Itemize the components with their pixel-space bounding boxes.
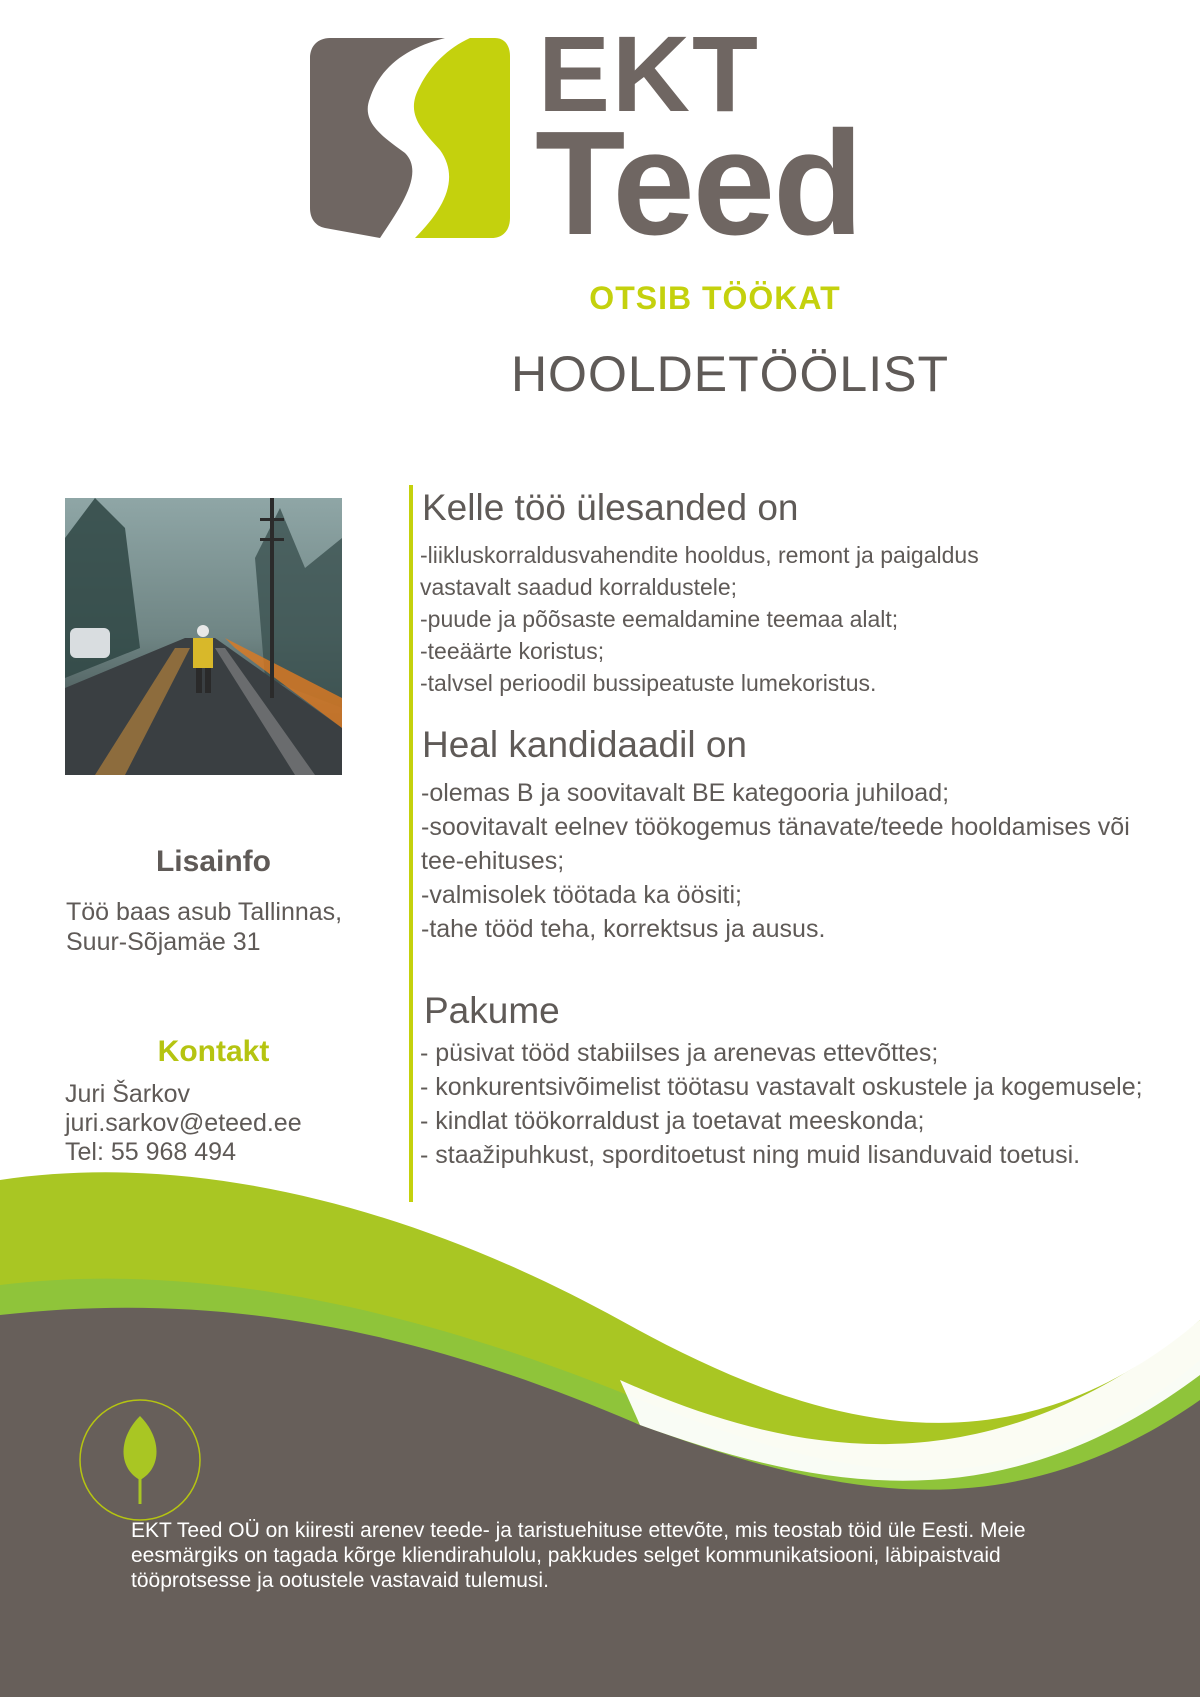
logo-wordmark-ekt: EKT	[538, 13, 760, 134]
list-item: tee-ehituses;	[421, 847, 565, 875]
duties-list	[420, 539, 979, 699]
footer-line: tööprotsesse ja ootustele vastavaid tulemusi.	[131, 1569, 549, 1592]
list-item: -teeäärte koristus;	[420, 638, 605, 664]
vertical-divider	[409, 485, 413, 1202]
kontakt-details	[65, 1080, 385, 1167]
contact-email[interactable]: juri.sarkov@eteed.ee	[65, 1109, 302, 1137]
contact-phone[interactable]: Tel: 55 968 494	[65, 1138, 236, 1166]
offer-list	[420, 1036, 1143, 1172]
list-item: -liikluskorraldusvahendite hooldus, remont ja paigaldus	[420, 542, 979, 568]
list-item: - konkurentsivõimelist töötasu vastavalt oskustele ja kogemusele;	[420, 1073, 1143, 1101]
list-item: -soovitavalt eelnev töökogemus tänavate/teede hooldamises või	[421, 813, 1130, 841]
list-item: - kindlat töökorraldust ja toetavat meeskonda;	[420, 1107, 925, 1135]
list-item: - staažipuhkust, sporditoetust ning muid lisanduvaid toetusi.	[420, 1141, 1081, 1169]
list-item: vastavalt saadud korraldustele;	[420, 574, 738, 600]
company-description	[131, 1518, 1121, 1593]
list-item: - püsivat tööd stabiilses ja arenevas ettevõttes;	[420, 1039, 939, 1067]
kontakt-title: Kontakt	[157, 1035, 270, 1068]
lisainfo-title: Lisainfo	[155, 845, 271, 878]
hiring-subtitle: OTSIB TÖÖKAT	[589, 280, 841, 316]
footer-line: eesmärgiks on tagada kõrge kliendirahulolu, pakkudes selget kommunikatsiooni, läbipaistvaid	[131, 1544, 1001, 1567]
list-item: -puude ja põõsaste eemaldamine teemaa alalt;	[420, 606, 899, 632]
logo-wordmark-teed: Teed	[535, 101, 862, 266]
road-s-logo-icon	[310, 38, 510, 238]
candidate-heading: Heal kandidaadil on	[422, 724, 748, 765]
contact-name: Juri Šarkov	[65, 1080, 191, 1108]
footer-line: EKT Teed OÜ on kiiresti arenev teede- ja taristuehituse ettevõte, mis teostab töid üle Eesti. Meie	[131, 1519, 1026, 1542]
offer-heading: Pakume	[424, 990, 560, 1031]
lisainfo-text	[66, 897, 386, 957]
lisainfo-line: Suur-Sõjamäe 31	[66, 928, 261, 956]
road-worker-photo	[65, 498, 342, 775]
candidate-list	[421, 776, 1130, 946]
duties-heading: Kelle töö ülesanded on	[422, 487, 799, 528]
list-item: -talvsel perioodil bussipeatuste lumekoristus.	[420, 670, 877, 696]
job-title: HOOLDETÖÖLIST	[510, 346, 950, 402]
list-item: -tahe tööd teha, korrektsus ja ausus.	[421, 915, 826, 943]
list-item: -valmisolek töötada ka öösiti;	[421, 881, 742, 909]
leaf-icon	[78, 1398, 202, 1522]
lisainfo-line: Töö baas asub Tallinnas,	[66, 898, 343, 926]
list-item: -olemas B ja soovitavalt BE kategooria juhiload;	[421, 779, 950, 807]
